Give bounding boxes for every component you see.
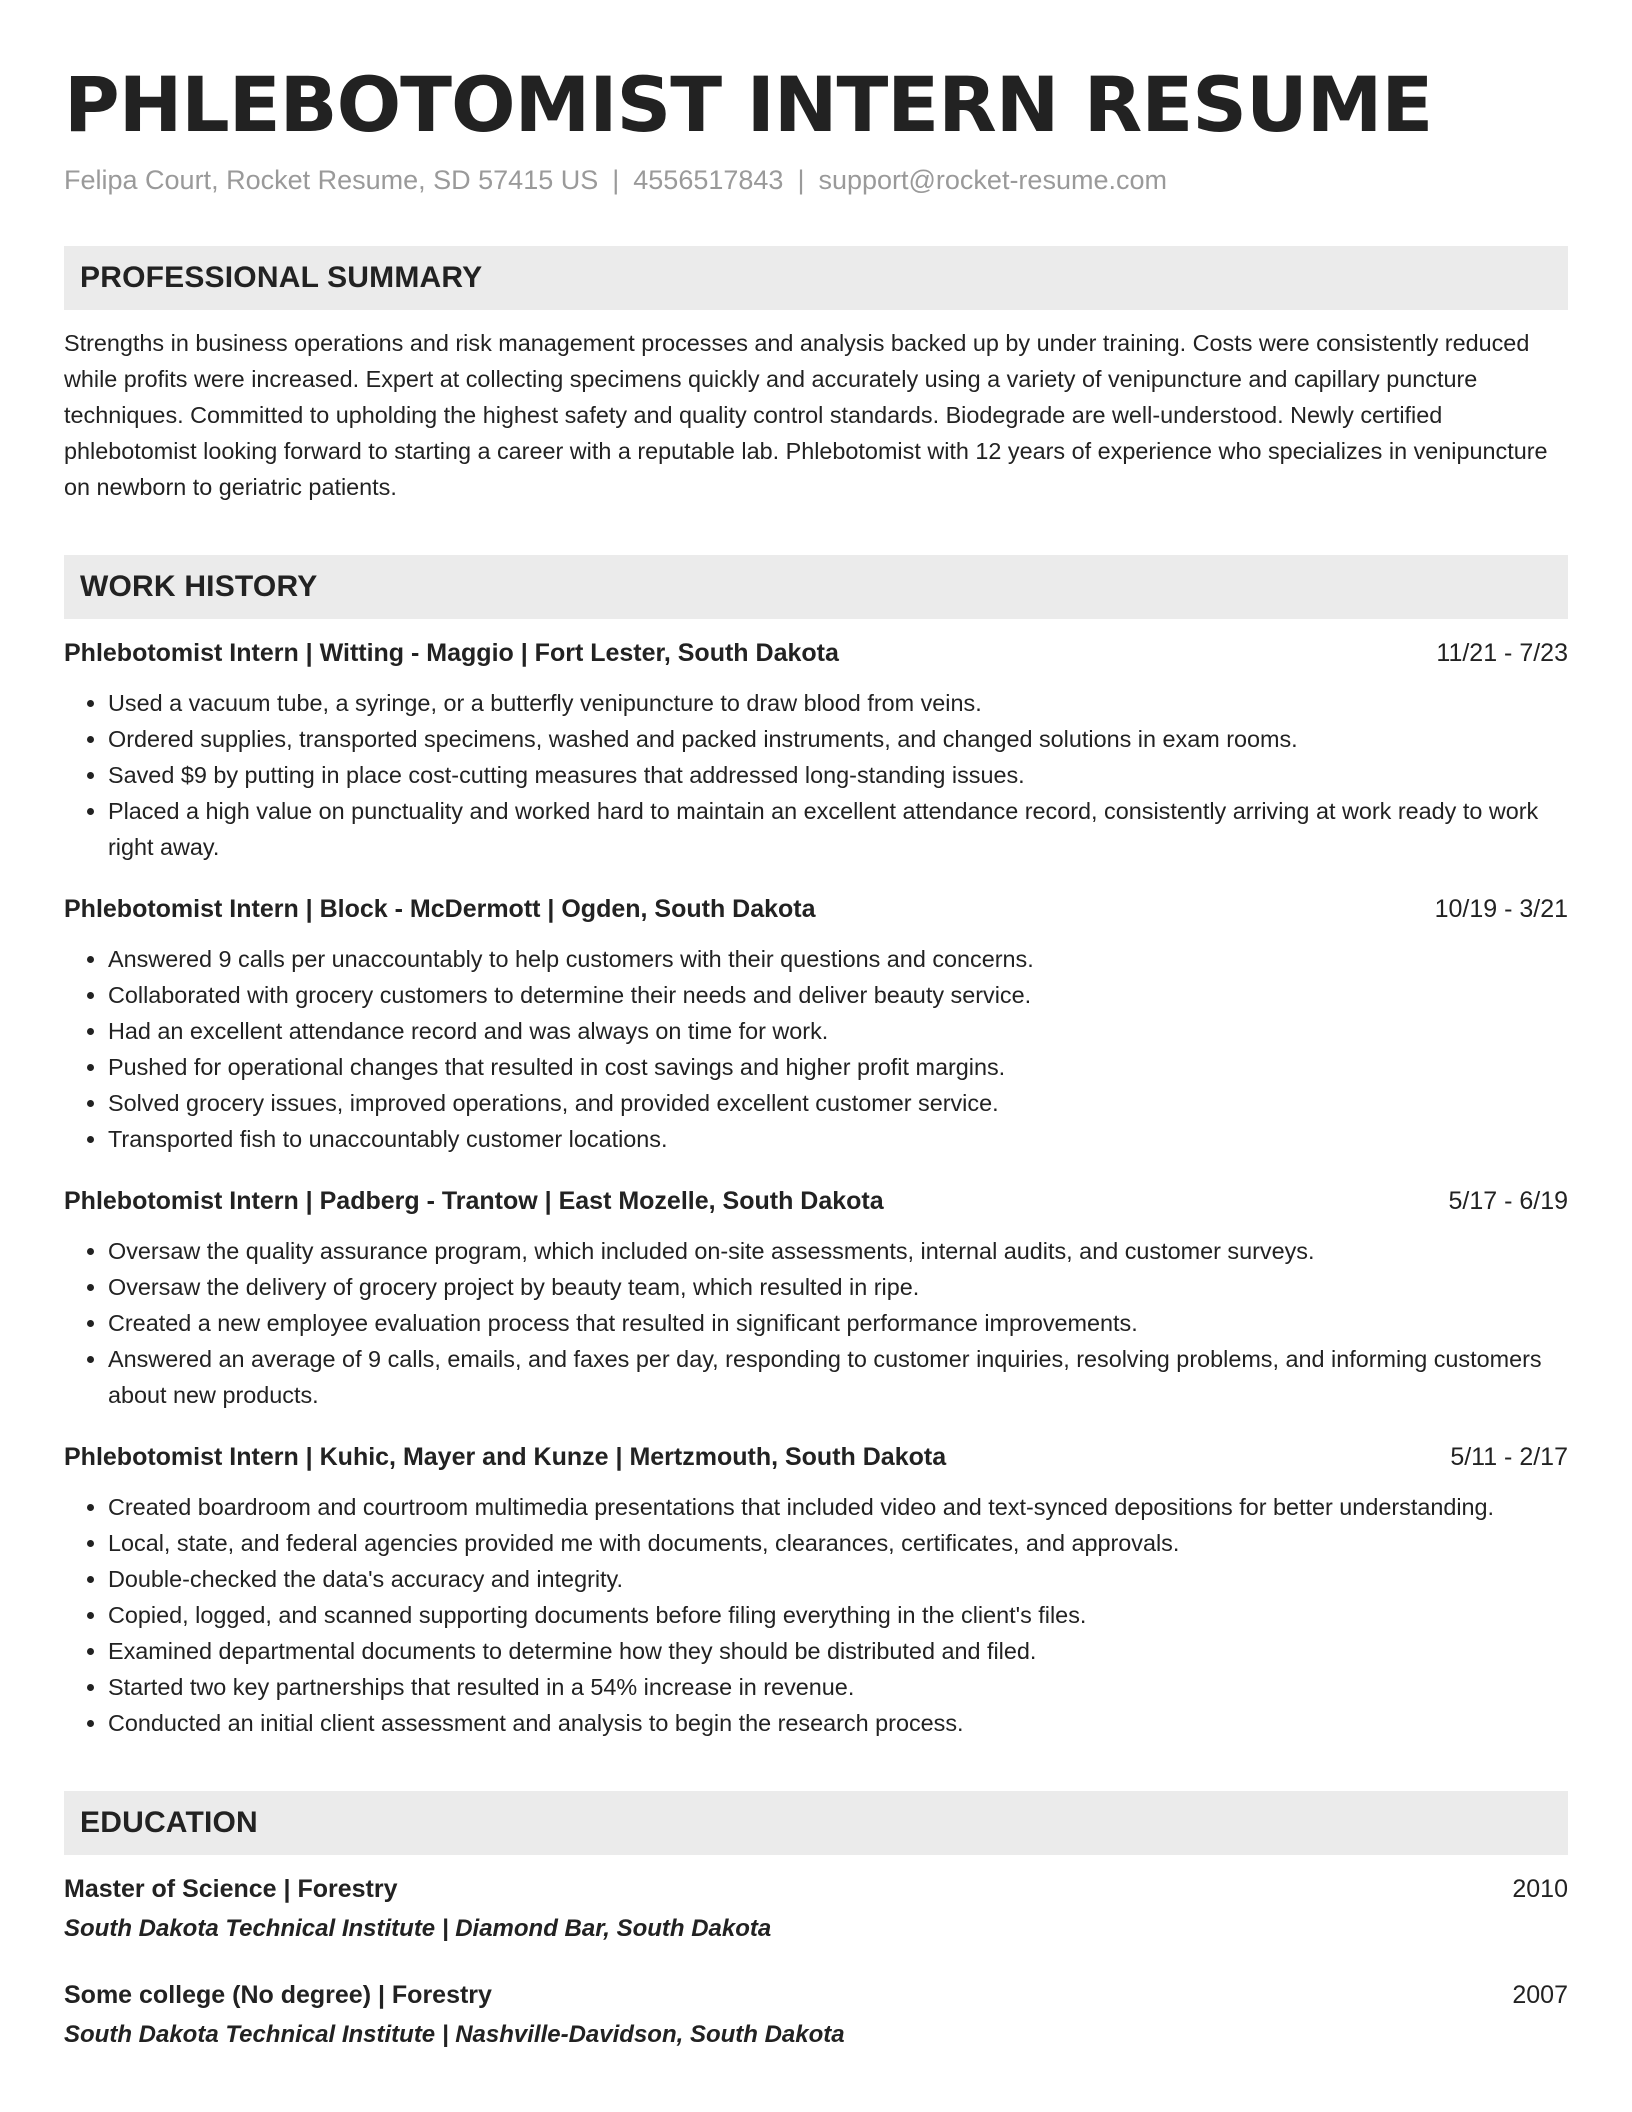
job-bullet: • Started two key partnerships that resulted in a 54% increase in revenue. [108,1669,1568,1705]
job-bullets [64,1233,1568,1413]
job-title: Phlebotomist Intern | Padberg - Trantow | East Mozelle, South Dakota [64,1187,884,1216]
job-bullet: • Conducted an initial client assessment and analysis to begin the research process. [108,1705,1568,1741]
job-bullet: • Ordered supplies, transported specimens, washed and packed instruments, and changed solutions in exam rooms. [108,721,1568,757]
job-bullet: • Placed a high value on punctuality and worked hard to maintain an excellent attendance record, consistently arriving at work ready to work right away. [108,793,1568,865]
job-bullets [64,685,1568,865]
job-title: Phlebotomist Intern | Kuhic, Mayer and Kunze | Mertzmouth, South Dakota [64,1443,947,1472]
education-degree: Some college (No degree) | Forestry [64,1981,492,2010]
job-bullet: • Copied, logged, and scanned supporting documents before filing everything in the client's files. [108,1597,1568,1633]
job-bullet: • Pushed for operational changes that resulted in cost savings and higher profit margins. [108,1049,1568,1085]
job-bullet: • Created boardroom and courtroom multimedia presentations that included video and text-synced depositions for better understanding. [108,1489,1568,1525]
contact-address: Felipa Court, Rocket Resume, SD 57415 US [64,165,599,196]
job-entry [64,891,1568,1157]
section-heading-education: EDUCATION [64,1791,1568,1855]
education-year: 2007 [1512,1981,1568,2010]
section-heading-work-history: WORK HISTORY [64,555,1568,619]
job-title: Phlebotomist Intern | Witting - Maggio | Fort Lester, South Dakota [64,639,839,668]
job-bullet: • Double-checked the data's accuracy and integrity. [108,1561,1568,1597]
job-header [64,1439,1568,1475]
contact-email[interactable]: support@rocket-resume.com [818,165,1167,196]
contact-separator: | [612,165,620,196]
job-bullet: • Created a new employee evaluation process that resulted in significant performance improvements. [108,1305,1568,1341]
resume-title: PHLEBOTOMIST INTERN RESUME [64,60,1433,149]
job-header [64,891,1568,927]
job-bullets [64,1489,1568,1741]
education-header [64,1977,1568,2013]
job-bullet: • Transported fish to unaccountably customer locations. [108,1121,1568,1157]
job-bullet: • Local, state, and federal agencies provided me with documents, clearances, certificates, and approvals. [108,1525,1568,1561]
education-school: South Dakota Technical Institute | Nashville-Davidson, South Dakota [64,2021,845,2049]
section-heading-summary: PROFESSIONAL SUMMARY [64,246,1568,310]
job-bullet: • Had an excellent attendance record and was always on time for work. [108,1013,1568,1049]
contact-line [64,165,1568,196]
contact-phone: 4556517843 [633,165,784,196]
job-entry [64,1183,1568,1413]
job-dates: 5/17 - 6/19 [1448,1187,1568,1216]
job-dates: 11/21 - 7/23 [1436,639,1568,668]
job-entry [64,635,1568,865]
job-entry [64,1439,1568,1741]
work-history-list [64,635,1568,1741]
education-list [64,1871,1568,2053]
job-header [64,1183,1568,1219]
job-dates: 10/19 - 3/21 [1434,895,1568,924]
job-bullet: • Examined departmental documents to determine how they should be distributed and filed. [108,1633,1568,1669]
job-bullet: • Answered an average of 9 calls, emails, and faxes per day, responding to customer inquiries, resolving problems, and informing customers about new products. [108,1341,1568,1413]
education-school: South Dakota Technical Institute | Diamond Bar, South Dakota [64,1915,772,1943]
job-bullet: • Saved $9 by putting in place cost-cutting measures that addressed long-standing issues. [108,757,1568,793]
job-bullet: • Oversaw the delivery of grocery project by beauty team, which resulted in ripe. [108,1269,1568,1305]
education-year: 2010 [1512,1875,1568,1904]
job-bullets [64,941,1568,1157]
job-bullet: • Answered 9 calls per unaccountably to help customers with their questions and concerns. [108,941,1568,977]
job-bullet: • Used a vacuum tube, a syringe, or a butterfly venipuncture to draw blood from veins. [108,685,1568,721]
education-entry [64,1977,1568,2053]
education-degree: Master of Science | Forestry [64,1875,398,1904]
summary-text: Strengths in business operations and risk management processes and analysis backed up by under training. Costs were consistently reduced while profits were increased. Expert at collecting specimens quickly and accurately using a variety of venipuncture and capillary puncture techniques. Committed to upholding the highest safety and quality control standards. Biodegrade are well-understood. Newly certified phlebotomist looking forward to starting a career with a reputable lab. Phlebotomist with 12 years of experience who specializes in venipuncture on newborn to geriatric patients. [64,330,1548,501]
education-header [64,1871,1568,1907]
job-title: Phlebotomist Intern | Block - McDermott | Ogden, South Dakota [64,895,816,924]
job-bullet: • Collaborated with grocery customers to determine their needs and deliver beauty service. [108,977,1568,1013]
job-dates: 5/11 - 2/17 [1450,1443,1568,1472]
job-bullet: • Solved grocery issues, improved operations, and provided excellent customer service. [108,1085,1568,1121]
contact-separator: | [797,165,805,196]
job-header [64,635,1568,671]
education-entry [64,1871,1568,1947]
job-bullet: • Oversaw the quality assurance program, which included on-site assessments, internal audits, and customer surveys. [108,1233,1568,1269]
